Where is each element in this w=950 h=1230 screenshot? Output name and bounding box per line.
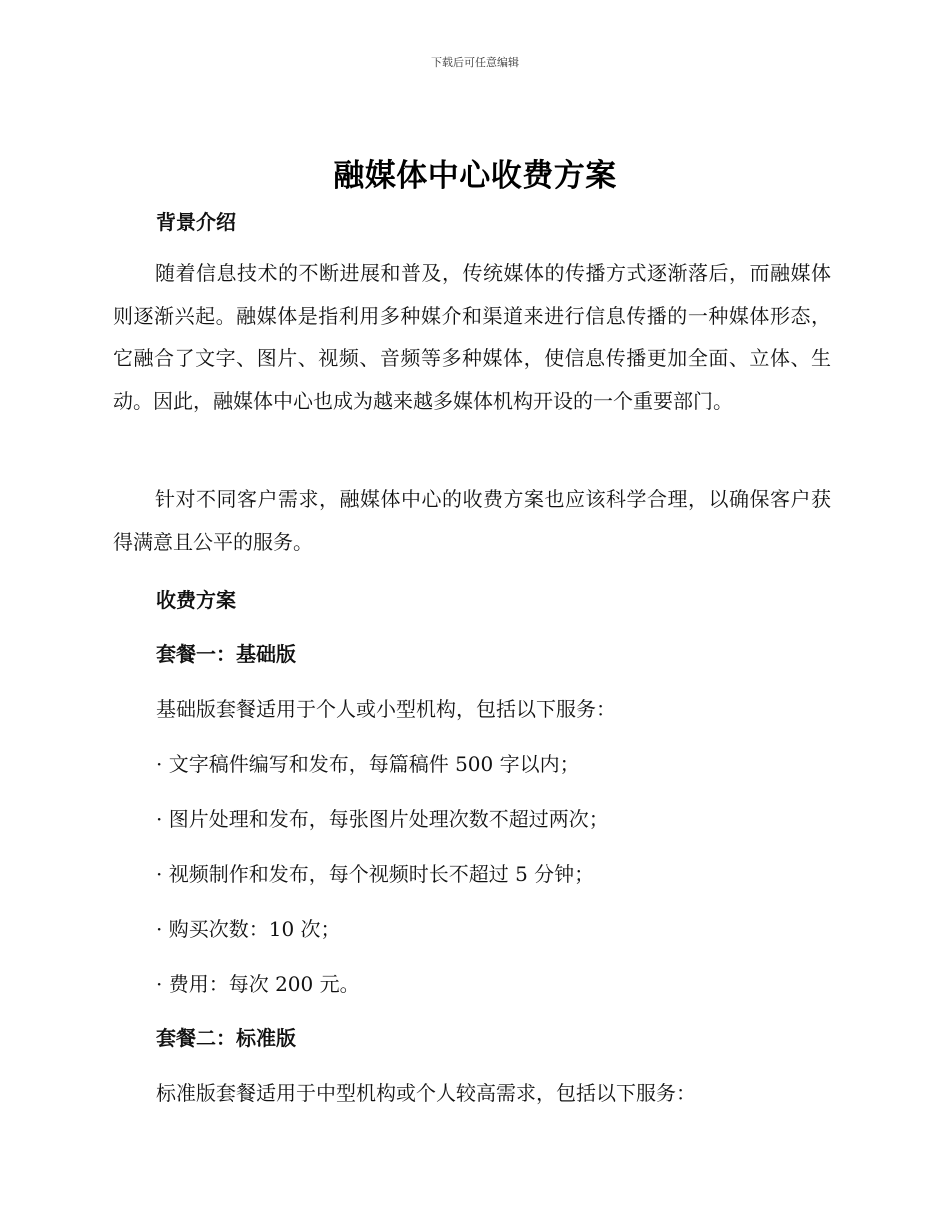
page-header: 下载后可任意编辑	[431, 56, 519, 69]
list-item: · 文字稿件编写和发布，每篇稿件 500 字以内；	[156, 752, 580, 776]
heading-background: 背景介绍	[156, 210, 236, 234]
list-item: · 购买次数：10 次；	[156, 917, 341, 941]
basic-plan-intro: 基础版套餐适用于个人或小型机构，包括以下服务：	[156, 697, 616, 721]
paragraph-background-1: 随着信息技术的不断进展和普及，传统媒体的传播方式逐渐落后，而融媒体则逐渐兴起。融媒体是指利用多种媒介和渠道来进行信息传播的一种媒体形态，它融合了文字、图片、视频、音频等多种媒体，使信息传播更加全面、立体、生动。因此，融媒体中心也成为越来越多媒体机构开设的一个重要部门。	[113, 261, 831, 413]
paragraph-background-2: 针对不同客户需求，融媒体中心的收费方案也应该科学合理，以确保客户获得满意且公平的服务。	[113, 487, 831, 554]
heading-standard-plan: 套餐二：标准版	[156, 1026, 296, 1050]
list-item: · 图片处理和发布，每张图片处理次数不超过两次；	[156, 807, 609, 831]
heading-plan: 收费方案	[156, 588, 236, 612]
document-title: 融媒体中心收费方案	[333, 158, 617, 194]
list-item: · 费用：每次 200 元。	[156, 972, 360, 996]
heading-basic-plan: 套餐一：基础版	[156, 642, 296, 666]
list-item: · 视频制作和发布，每个视频时长不超过 5 分钟；	[156, 862, 595, 886]
standard-plan-intro: 标准版套餐适用于中型机构或个人较高需求，包括以下服务：	[156, 1081, 696, 1105]
